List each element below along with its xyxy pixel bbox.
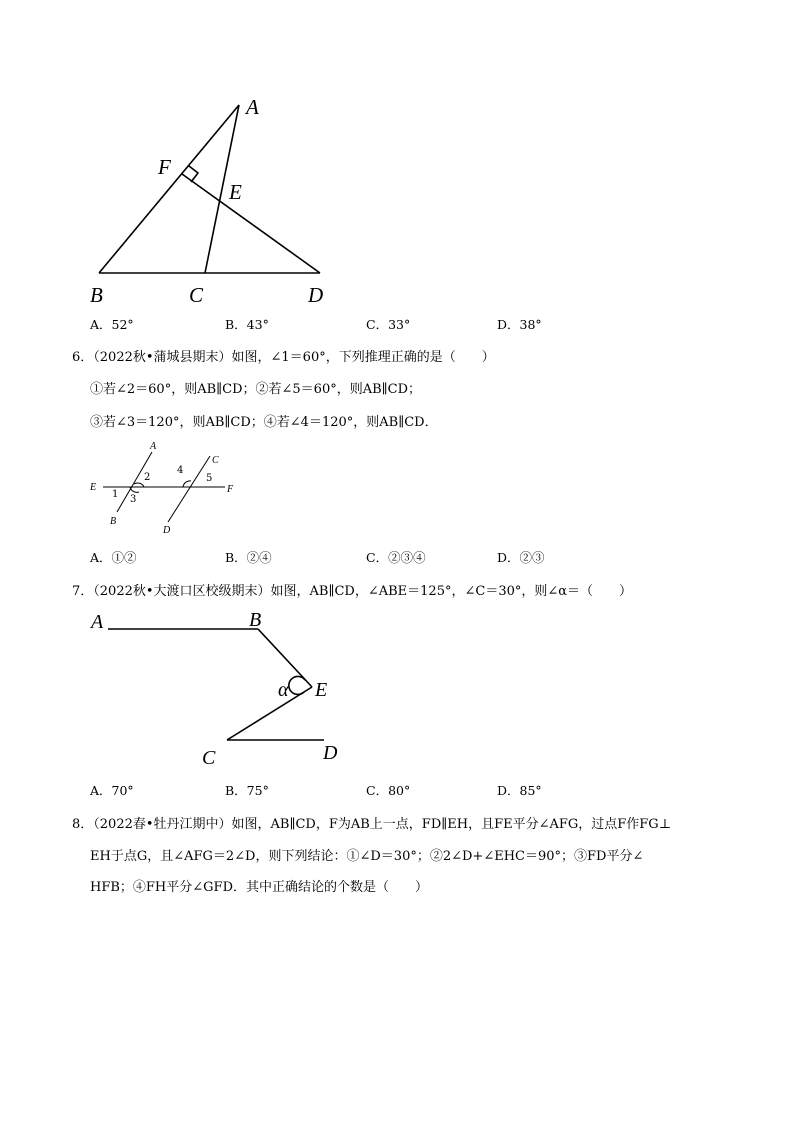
q6-line2: ①若∠2＝60°，则AB∥CD；②若∠5＝60°，则AB∥CD； — [90, 382, 422, 397]
q6-line3: ③若∠3＝120°，则AB∥CD；④若∠4＝120°，则AB∥CD． — [90, 415, 438, 430]
q6-option-a: A．①② — [90, 550, 137, 565]
q6-option-b: B．②④ — [225, 550, 272, 565]
alpha-arc — [289, 676, 305, 694]
q8-line2: EH于点G，且∠AFG＝2∠D，则下列结论：①∠D＝30°；②2∠D+∠EHC＝90°；③FD平分∠ — [90, 849, 644, 864]
q6-label-A: A — [150, 441, 157, 452]
q5-option-a: A．52° — [90, 317, 134, 332]
q8-line1: 8．（2022春•牡丹江期中）如图，AB∥CD，F为AB上一点，FD∥EH，且FE平分∠AFG，过点F作FG⊥ — [72, 817, 671, 832]
label-E: E — [229, 180, 242, 204]
label-C: C — [189, 283, 204, 307]
q7-stem: 7．（2022秋•大渡口区校级期末）如图，AB∥CD，∠ABE＝125°，∠C＝30°，则∠α＝（ ） — [72, 584, 633, 599]
q7-option-a: A．70° — [90, 783, 134, 798]
q5-option-d: D．38° — [497, 317, 542, 332]
q8-line3: HFB；④FH平分∠GFD．其中正确结论的个数是（ ） — [90, 880, 428, 895]
q5-option-c: C．33° — [366, 317, 411, 332]
q6-angle-4: 4 — [177, 465, 184, 476]
q6-angle-5: 5 — [206, 473, 213, 484]
q7-label-D: D — [323, 742, 338, 764]
q6-label-D: D — [163, 525, 171, 536]
q6-label-C: C — [212, 455, 219, 466]
q6-label-B: B — [110, 516, 117, 527]
label-D: D — [308, 283, 324, 307]
label-B: B — [90, 283, 103, 307]
q6-option-c: C．②③④ — [366, 550, 426, 565]
q6-label-F: F — [227, 484, 234, 495]
q7-label-A: A — [91, 611, 104, 633]
q6-angle-1: 1 — [112, 489, 119, 500]
q7-label-C: C — [202, 747, 216, 769]
q7-label-alpha: α — [278, 679, 289, 701]
q7-label-E: E — [315, 679, 328, 701]
label-A: A — [246, 95, 259, 119]
label-F: F — [158, 155, 171, 179]
q7-label-B: B — [249, 609, 262, 631]
q6-angle-2: 2 — [144, 472, 151, 483]
q7-option-c: C．80° — [366, 783, 411, 798]
q7-option-d: D．85° — [497, 783, 542, 798]
q7-option-b: B．75° — [225, 783, 269, 798]
q6-angle-3: 3 — [130, 494, 137, 505]
q5-option-b: B．43° — [225, 317, 269, 332]
q6-label-E: E — [90, 482, 97, 493]
q6-option-d: D．②③ — [497, 550, 545, 565]
q6-stem: 6．（2022秋•蒲城县期末）如图，∠1＝60°，下列推理正确的是（ ） — [72, 350, 495, 365]
